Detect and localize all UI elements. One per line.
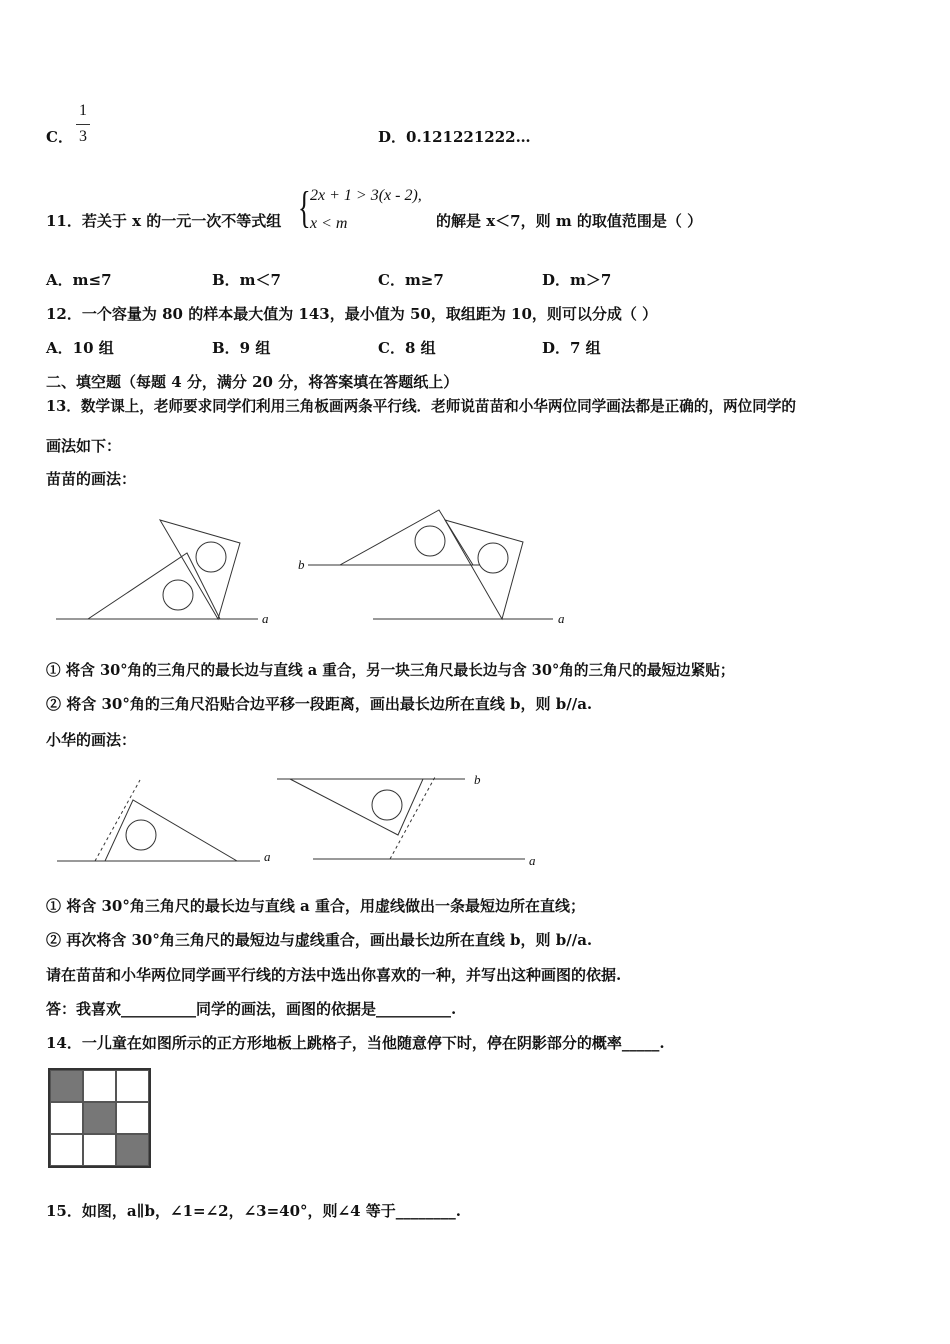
line-a-label-3: a xyxy=(264,849,271,864)
miaomiao-figure-1 xyxy=(50,515,290,625)
line-a-label: a xyxy=(262,611,269,626)
q13-stem-line2: 画法如下： xyxy=(46,437,122,455)
q12-option-d: D．7 组 xyxy=(542,339,601,357)
miaomiao-step-1: ① 将含 30°角的三角尺的最长边与直线 a 重合，另一块三角尺最长边与含 30°角的三角尺的最短边紧贴； xyxy=(46,662,735,679)
q11-option-c: C．m≥7 xyxy=(378,271,444,289)
grid-cell xyxy=(116,1070,149,1102)
q11-option-b: B．m＜7 xyxy=(212,271,281,289)
q14-stem: 14．一儿童在如图所示的正方形地板上跳格子，当他随意停下时，停在阴影部分的概率_____. xyxy=(46,1034,665,1052)
q12-option-b: B．9 组 xyxy=(212,339,271,357)
grid-cell xyxy=(83,1134,116,1166)
line-a-label-4: a xyxy=(529,853,536,868)
system-brace: { xyxy=(298,183,311,232)
q12-option-c: C．8 组 xyxy=(378,339,436,357)
grid-cell xyxy=(83,1070,116,1102)
grid-cell xyxy=(116,1102,149,1134)
line-a-label-2: a xyxy=(558,611,565,626)
q13-prompt: 请在苗苗和小华两位同学画平行线的方法中选出你喜欢的一种，并写出这种画图的依据. xyxy=(46,966,622,984)
line-b-label: b xyxy=(298,557,305,572)
q11-option-d: D．m＞7 xyxy=(542,271,612,289)
section-title: 二、填空题（每题 4 分，满分 20 分，将答案填在答题纸上） xyxy=(46,373,459,391)
miaomiao-step-2: ② 将含 30°角的三角尺沿贴合边平移一段距离，画出最长边所在直线 b，则 b//a. xyxy=(46,695,593,713)
fraction-numerator: 1 xyxy=(79,102,87,119)
xiaohua-title: 小华的画法： xyxy=(46,731,137,749)
grid-cell xyxy=(50,1102,83,1134)
option-c-label: C． xyxy=(46,128,73,146)
floor-grid xyxy=(48,1068,151,1168)
line-b-label-2: b xyxy=(474,772,481,787)
q11-option-a: A．m≤7 xyxy=(46,271,112,289)
shaded-cell xyxy=(116,1134,149,1166)
grid-cell xyxy=(50,1134,83,1166)
q11-prefix: 11．若关于 x 的一元一次不等式组 xyxy=(46,212,282,230)
system-line-1: 2x + 1 > 3(x - 2), xyxy=(310,187,422,204)
q13-stem-line1: 13．数学课上，老师要求同学们利用三角板画两条平行线．老师说苗苗和小华两位同学画法都是正确的，两位同学的 xyxy=(46,398,797,415)
shaded-cell xyxy=(50,1070,83,1102)
system-line-2: x < m xyxy=(310,215,348,232)
q12-option-a: A．10 组 xyxy=(46,339,114,357)
fraction-bar xyxy=(76,124,90,125)
xiaohua-step-1: ① 将含 30°角三角尺的最长边与直线 a 重合，用虚线做出一条最短边所在直线； xyxy=(46,897,585,915)
q13-answer: 答：我喜欢__________同学的画法，画图的依据是__________. xyxy=(46,1000,457,1018)
miaomiao-figure-2 xyxy=(305,505,565,625)
q11-suffix: 的解是 x＜7，则 m 的取值范围是（ ） xyxy=(436,212,703,230)
xiaohua-figure-1 xyxy=(55,775,285,875)
q12-stem: 12．一个容量为 80 的样本最大值为 143，最小值为 50，取组距为 10，则可以分成（ ） xyxy=(46,305,658,323)
option-d: D．0.121221222… xyxy=(378,128,531,146)
xiaohua-step-2: ② 再次将含 30°角三角尺的最短边与虚线重合，画出最长边所在直线 b，则 b//a. xyxy=(46,931,593,949)
xiaohua-figure-2 xyxy=(275,772,525,872)
q15-stem: 15．如图，a∥b，∠1=∠2，∠3=40°，则∠4 等于________. xyxy=(46,1202,461,1220)
fraction-denominator: 3 xyxy=(79,128,87,145)
miaomiao-title: 苗苗的画法： xyxy=(46,470,137,488)
shaded-cell xyxy=(83,1102,116,1134)
